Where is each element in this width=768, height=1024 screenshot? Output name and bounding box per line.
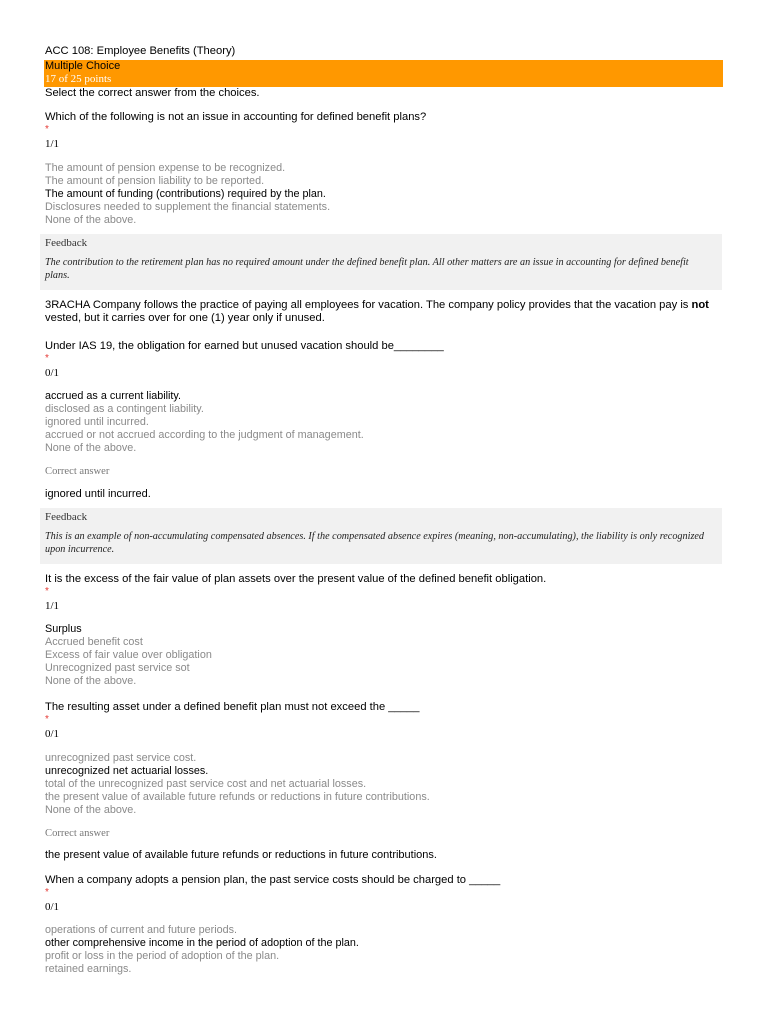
- question-2-stem: [45, 299, 715, 325]
- question-2-feedback: This is an example of non-accumulating compensated absences. If the compensated absence expires (meaning, non-accumulating), the liability is only recognized upon incurrence.: [45, 531, 705, 555]
- option-3d[interactable]: Unrecognized past service sot: [45, 662, 190, 674]
- option-3e[interactable]: None of the above.: [45, 675, 137, 687]
- stem-text: 3RACHA Company follows the practice of paying all employees for vacation. The company policy provides that the vacation pay is: [45, 299, 692, 311]
- question-2-correct-answer: ignored until incurred.: [45, 488, 151, 500]
- question-3-text: It is the excess of the fair value of plan assets over the present value of the defined benefit obligation.: [45, 573, 547, 585]
- option-5c[interactable]: profit or loss in the period of adoption of the plan.: [45, 950, 280, 962]
- question-2-feedback-box: [40, 508, 722, 564]
- option-1b[interactable]: The amount of pension liability to be reported.: [45, 175, 265, 187]
- question-3-score: 1/1: [45, 600, 60, 612]
- option-3b[interactable]: Accrued benefit cost: [45, 636, 143, 648]
- instructions: Select the correct answer from the choices.: [45, 87, 260, 99]
- required-marker: *: [45, 124, 49, 135]
- question-4-correct-answer: the present value of available future refunds or reductions in future contributions.: [45, 849, 437, 861]
- question-1-score: 1/1: [45, 138, 60, 150]
- question-5-score: 0/1: [45, 901, 60, 913]
- option-1d[interactable]: Disclosures needed to supplement the financial statements.: [45, 201, 331, 213]
- option-2b[interactable]: disclosed as a contingent liability.: [45, 403, 204, 415]
- question-2-score: 0/1: [45, 367, 60, 379]
- section-points: 17 of 25 points: [45, 73, 112, 85]
- option-4b-selected[interactable]: unrecognized net actuarial losses.: [45, 765, 209, 777]
- feedback-label: Feedback: [45, 237, 88, 249]
- option-4c[interactable]: total of the unrecognized past service cost and net actuarial losses.: [45, 778, 367, 790]
- required-marker: *: [45, 586, 49, 597]
- section-name: Multiple Choice: [45, 60, 121, 72]
- required-marker: *: [45, 353, 49, 364]
- question-4-text: The resulting asset under a defined benefit plan must not exceed the _____: [45, 701, 420, 713]
- question-5-text: When a company adopts a pension plan, the past service costs should be charged to _____: [45, 874, 501, 886]
- option-4d[interactable]: the present value of available future refunds or reductions in future contributions.: [45, 791, 430, 803]
- quiz-title: ACC 108: Employee Benefits (Theory): [45, 45, 236, 57]
- correct-answer-label: Correct answer: [45, 828, 110, 839]
- option-3c[interactable]: Excess of fair value over obligation: [45, 649, 212, 661]
- option-4a[interactable]: unrecognized past service cost.: [45, 752, 197, 764]
- option-1a[interactable]: The amount of pension expense to be recognized.: [45, 162, 286, 174]
- section-header: [44, 60, 723, 87]
- stem-text-end: vested, but it carries over for one (1) year only if unused.: [45, 312, 325, 324]
- question-4-score: 0/1: [45, 728, 60, 740]
- option-1e[interactable]: None of the above.: [45, 214, 137, 226]
- option-2e[interactable]: None of the above.: [45, 442, 137, 454]
- required-marker: *: [45, 714, 49, 725]
- option-5d[interactable]: retained earnings.: [45, 963, 132, 975]
- option-2d[interactable]: accrued or not accrued according to the judgment of management.: [45, 429, 364, 441]
- option-5a[interactable]: operations of current and future periods.: [45, 924, 238, 936]
- option-3a-selected[interactable]: Surplus: [45, 623, 82, 635]
- option-2a-selected[interactable]: accrued as a current liability.: [45, 390, 182, 402]
- stem-bold: not: [691, 299, 709, 311]
- question-1-feedback: The contribution to the retirement plan has no required amount under the defined benefit plan. All other matters are an issue in accounting for defined benefit plans.: [45, 257, 689, 281]
- option-4e[interactable]: None of the above.: [45, 804, 137, 816]
- question-1-feedback-box: [40, 234, 722, 290]
- question-2-text: Under IAS 19, the obligation for earned but unused vacation should be________: [45, 340, 444, 352]
- option-1c-selected[interactable]: The amount of funding (contributions) required by the plan.: [45, 188, 326, 200]
- correct-answer-label: Correct answer: [45, 466, 110, 477]
- option-2c[interactable]: ignored until incurred.: [45, 416, 149, 428]
- feedback-label: Feedback: [45, 511, 88, 523]
- required-marker: *: [45, 887, 49, 898]
- question-1-text: Which of the following is not an issue in accounting for defined benefit plans?: [45, 111, 427, 123]
- option-5b-selected[interactable]: other comprehensive income in the period of adoption of the plan.: [45, 937, 359, 949]
